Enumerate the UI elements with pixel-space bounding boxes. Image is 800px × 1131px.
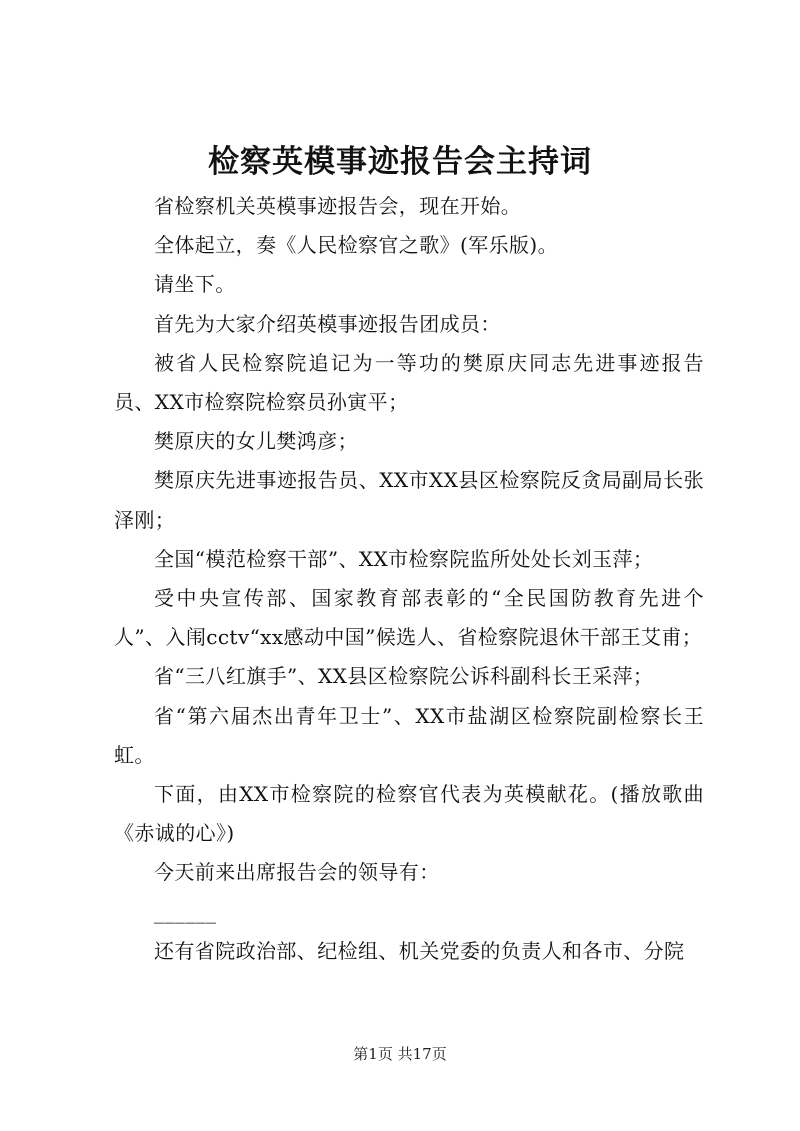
blank-line: ______ (154, 899, 217, 924)
paragraph: 还有省院政治部、纪检组、机关党委的负责人和各市、分院 (154, 938, 685, 963)
paragraph: 省检察机关英模事迹报告会，现在开始。 (154, 194, 522, 218)
paragraph: 请坐下。 (154, 272, 236, 297)
paragraph: 樊原庆先进事迹报告员、XX市XX县区检察院反贪局副局长张泽刚； (114, 468, 704, 532)
paragraph: 全体起立，奏《人民检察官之歌》(军乐版)。 (154, 233, 559, 258)
document-body (114, 187, 704, 971)
document-title: 检察英模事迹报告会主持词 (208, 144, 592, 180)
paragraph: 省“第六届杰出青年卫士”、XX市盐湖区检察院副检察长王虹。 (114, 703, 704, 767)
paragraph: 被省人民检察院追记为一等功的樊原庆同志先进事迹报告员、XX市检察院检察员孙寅平； (114, 350, 704, 415)
paragraph: 今天前来出席报告会的领导有： (154, 860, 440, 885)
paragraph: 樊原庆的女儿樊鸿彦； (154, 429, 358, 454)
paragraph: 省“三八红旗手”、XX县区检察院公诉科副科长王采萍； (154, 664, 654, 689)
paragraph: 全国“模范检察干部”、XX市检察院监所处处长刘玉萍； (154, 546, 654, 571)
paragraph: 首先为大家介绍英模事迹报告团成员： (154, 311, 501, 336)
page-number-footer: 第1页 共17页 (353, 1045, 447, 1063)
paragraph: 下面，由XX市检察院的检察官代表为英模献花。(播放歌曲《赤诚的心》) (114, 782, 704, 846)
paragraph: 受中央宣传部、国家教育部表彰的“全民国防教育先进个人”、入闱cctv“xx感动中国”候选人、省检察院退休干部王艾甫； (114, 586, 704, 650)
